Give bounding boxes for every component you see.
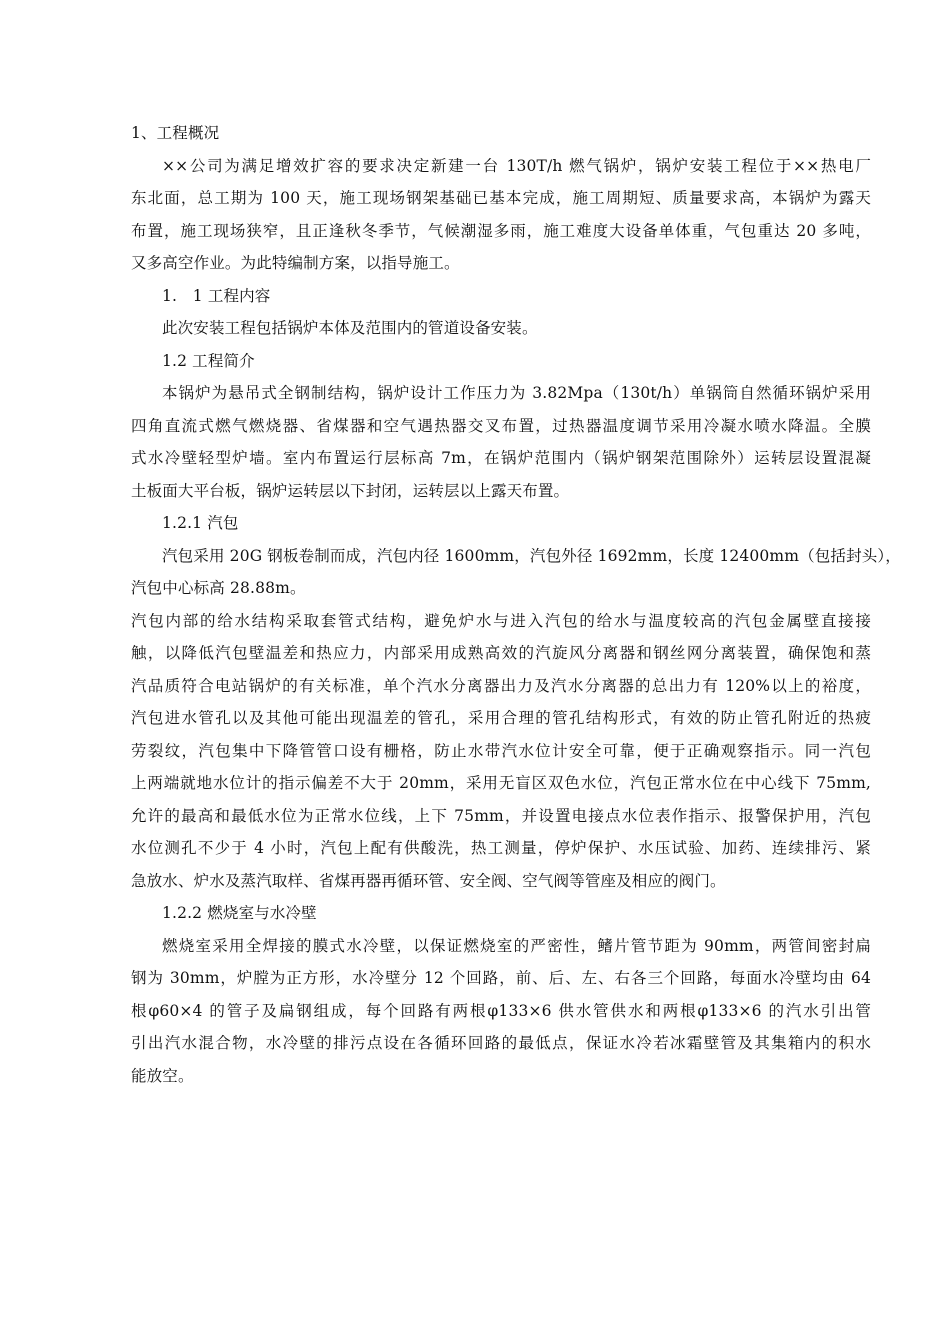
text-line: ××公司为满足增效扩容的要求决定新建一台 130T/h 燃气锅炉，锅炉安装工程位于××热电厂 <box>162 156 871 175</box>
text-line: 式水冷壁轻型炉墙。室内布置运行层标高 7m，在锅炉范围内（锅炉钢架范围除外）运转层设置混凝 <box>131 449 871 467</box>
text-line: 东北面，总工期为 100 天，施工现场钢架基础已基本完成，施工周期短、质量要求高，本锅炉为露天 <box>131 189 871 207</box>
text-line: 土板面大平台板，锅炉运转层以下封闭，运转层以上露天布置。 <box>131 481 570 500</box>
text-line: 根φ60×4 的管子及扁钢组成，每个回路有两根φ133×6 供水管供水和两根φ133×6 的汽水引出管 <box>131 1001 871 1020</box>
text-line: 汽包采用 20G 钢板卷制而成，汽包内径 1600mm，汽包外径 1692mm，长度 12400mm（包括封头）， <box>162 546 901 565</box>
text-line: 1.2 工程简介 <box>162 351 255 370</box>
text-line: 1.2.2 燃烧室与水冷壁 <box>162 904 317 922</box>
text-line: 水位测孔不少于 4 小时，汽包上配有供酸洗，热工测量，停炉保护、水压试验、加药、连续排污、紧 <box>131 839 871 857</box>
text-line: 允许的最高和最低水位为正常水位线，上下 75mm，并设置电接点水位表作指示、报警保护用，汽包 <box>131 806 871 825</box>
text-line: 布置，施工现场狭窄，且正逢秋冬季节，气候潮湿多雨，施工难度大设备单体重，气包重达 20 多吨， <box>131 221 871 240</box>
text-line: 1. 1 工程内容 <box>162 286 271 305</box>
text-line: 引出汽水混合物，水冷壁的排污点设在各循环回路的最低点，保证水冷若冰霜壁管及其集箱内的积水 <box>131 1034 871 1052</box>
text-line: 又多高空作业。为此特编制方案，以指导施工。 <box>131 254 460 272</box>
text-line: 急放水、炉水及蒸汽取样、省煤再器再循环管、安全阀、空气阀等管座及相应的阀门。 <box>131 871 726 890</box>
text-line: 触，以降低汽包壁温差和热应力，内部采用成熟高效的汽旋风分离器和钢丝网分离装置，确保饱和蒸 <box>131 644 871 662</box>
text-line: 汽包进水管孔以及其他可能出现温差的管孔，采用合理的管孔结构形式，有效的防止管孔附近的热疲 <box>131 709 871 727</box>
text-line: 四角直流式燃气燃烧器、省煤器和空气遇热器交叉布置，过热器温度调节采用冷凝水喷水降温。全膜 <box>131 416 871 435</box>
text-line: 汽包内部的给水结构采取套管式结构，避免炉水与进入汽包的给水与温度较高的汽包金属壁直接接 <box>131 611 871 630</box>
text-line: 劳裂纹，汽包集中下降管管口设有栅格，防止水带汽水位计安全可靠，便于正确观察指示。同一汽包 <box>131 741 871 760</box>
text-line: 本锅炉为悬吊式全钢制结构，锅炉设计工作压力为 3.82Mpa（130t/h）单锅筒自然循环锅炉采用 <box>162 384 871 402</box>
text-line: 此次安装工程包括锅炉本体及范围内的管道设备安装。 <box>162 319 538 337</box>
text-line: 上两端就地水位计的指示偏差不大于 20mm，采用无盲区双色水位，汽包正常水位在中心线下 75mm, <box>131 774 871 792</box>
text-line: 1、工程概况 <box>131 124 220 142</box>
text-line: 钢为 30mm，炉膛为正方形，水冷壁分 12 个回路，前、后、左、右各三个回路，每面水冷壁均由 64 <box>131 969 871 987</box>
text-line: 燃烧室采用全焊接的膜式水冷壁，以保证燃烧室的严密性，鳍片管节距为 90mm，两管间密封扁 <box>162 936 871 955</box>
text-line: 汽品质符合电站锅炉的有关标准，单个汽水分离器出力及汽水分离器的总出力有 120%以上的裕度， <box>131 676 871 695</box>
text-line: 汽包中心标高 28.88m。 <box>131 579 306 597</box>
document-page <box>131 117 901 1092</box>
text-line: 能放空。 <box>131 1066 194 1085</box>
text-line: 1.2.1 汽包 <box>162 514 239 532</box>
